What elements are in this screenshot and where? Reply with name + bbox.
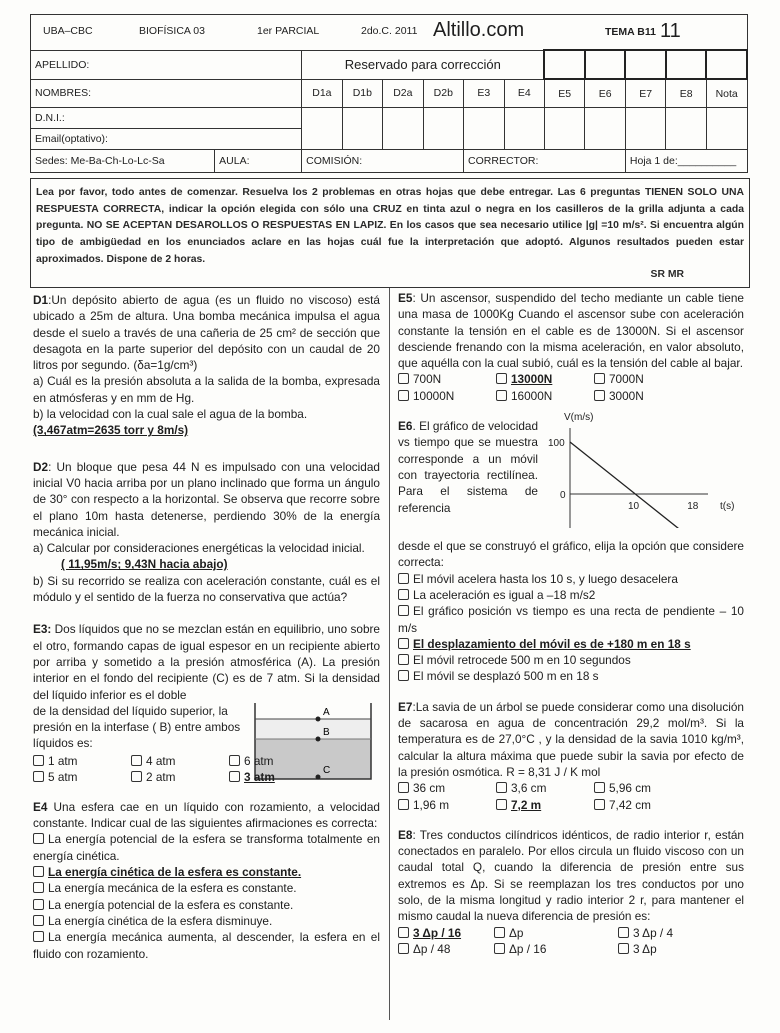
- d1-problem: [33, 292, 380, 373]
- option[interactable]: 5 atm: [33, 769, 131, 785]
- e4-text: Una esfera cae en un líquido con rozamiento, a velocidad constante. Indicar cual de las siguientes afirmaciones es correcta:: [33, 799, 380, 831]
- left-column: [33, 292, 380, 962]
- comision-field: COMISIÓN:: [302, 150, 464, 173]
- option[interactable]: 7000N: [594, 371, 692, 387]
- e5-label: E5: [398, 291, 413, 305]
- correction-box: [666, 50, 706, 79]
- col-header: E7: [625, 79, 665, 108]
- e5-text: : Un ascensor, suspendido del techo mediante un cable tiene una masa de 1000Kg Cuando el ascensor sube con aceleración constante la tensión en el cable es de 13000N. Si el ascensor desciende frenando con la misma aceleración, en valor absoluto, que aquélla con la cual subió, cuál es la tensión del cable al bajar.: [398, 291, 744, 371]
- option[interactable]: La energía potencial de la esfera se transforma totalmente en energía cinética.: [33, 832, 380, 863]
- tema-number: 11: [660, 20, 681, 42]
- checkbox[interactable]: [229, 771, 240, 782]
- option[interactable]: El móvil acelera hasta los 10 s, y luego desacelera: [398, 571, 744, 587]
- y-axis-label: V(m/s): [564, 412, 594, 424]
- option[interactable]: 6 atm: [229, 753, 327, 769]
- e5-options: [398, 371, 744, 404]
- option[interactable]: La energía mecánica de la esfera es constante.: [33, 880, 380, 896]
- e7-options: [398, 780, 744, 813]
- option-selected[interactable]: 13000N: [496, 371, 594, 387]
- checkbox[interactable]: [398, 589, 409, 600]
- e8-label: E8: [398, 827, 413, 842]
- correction-box: [585, 50, 625, 79]
- option[interactable]: El gráfico posición vs tiempo es una recta de pendiente – 10 m/s: [398, 604, 744, 635]
- email-field: Email(optativo):: [31, 129, 302, 150]
- hoja-field: Hoja 1 de:__________: [625, 150, 747, 173]
- checkbox[interactable]: [33, 755, 44, 766]
- d1-b: b) la velocidad con la cual sale el agua de la bomba.: [33, 407, 308, 422]
- checkbox[interactable]: [496, 799, 507, 810]
- aula-field: AULA:: [215, 150, 302, 173]
- checkbox[interactable]: [398, 670, 409, 681]
- velocity-line: [570, 442, 691, 528]
- checkbox[interactable]: [496, 782, 507, 793]
- col-header: E4: [504, 79, 544, 108]
- col-header: D1a: [302, 79, 342, 108]
- checkbox[interactable]: [33, 931, 44, 942]
- checkbox[interactable]: [33, 882, 44, 893]
- checkbox[interactable]: [494, 943, 505, 954]
- checkbox[interactable]: [398, 654, 409, 665]
- checkbox[interactable]: [398, 799, 409, 810]
- checkbox[interactable]: [33, 833, 44, 844]
- option[interactable]: 4 atm: [131, 753, 229, 769]
- e6-label: E6: [398, 419, 413, 434]
- point-label: C: [323, 764, 331, 776]
- header-table: [30, 14, 748, 173]
- option[interactable]: 1 atm: [33, 753, 131, 769]
- x-tick-label: 18: [687, 501, 699, 513]
- option[interactable]: 2 atm: [131, 769, 229, 785]
- e3-text: Dos líquidos que no se mezclan están en equilibrio, uno sobre el otro, formando capas de igual espesor en un recipiente abierto por arriba y sometido a la presión atmosférica (A). La presión interior en el fondo del recipiente (C) es de 7 atm. Si la densidad del líquido inferior es el doble: [33, 622, 380, 702]
- sedes-field: Sedes: Me-Ba-Ch-Lo-Lc-Sa: [31, 150, 215, 173]
- e3-options: [33, 753, 327, 786]
- e8-options: [398, 925, 744, 958]
- e6-question: [398, 418, 538, 516]
- subject: BIOFÍSICA 03: [139, 25, 205, 37]
- checkbox[interactable]: [398, 605, 409, 616]
- d1-label: D1: [33, 293, 49, 307]
- corrector-field: CORRECTOR:: [464, 150, 626, 173]
- e4-question: [33, 799, 380, 832]
- e4-label: E4: [33, 799, 48, 814]
- option[interactable]: 7,42 cm: [594, 797, 692, 813]
- checkbox[interactable]: [594, 799, 605, 810]
- d2-text: : Un bloque que pesa 44 N es impulsado con una velocidad inicial V0 hacia arriba por un plano inclinado que forma un ángulo de 30° con respecto a la horizontal. Se observa que recorre sobre el plano 10m hasta detenerse, perdiendo 30% de la energía mecánica inicial.: [33, 459, 380, 539]
- correction-box: [625, 50, 665, 79]
- upper-liquid: [255, 719, 371, 739]
- checkbox[interactable]: [618, 943, 629, 954]
- e3-question: [33, 621, 380, 702]
- correction-box: [544, 50, 584, 79]
- option[interactable]: 5,96 cm: [594, 780, 692, 796]
- instructions-box: [30, 178, 750, 288]
- col-header: E3: [464, 79, 504, 108]
- e8-text: : Tres conductos cilíndricos idénticos, de radio interior r, están conectados en paralelo. Por ellos circula un fluido viscoso con un caudal total Q, cuando la diferencia de presión entre sus extremos es Δp. Si se reemplazan los tres conductos por uno solo, de la misma longitud y radio interior 2 r, para mantener el mismo caudal la nueva diferencia de presión es:: [398, 827, 744, 924]
- checkbox[interactable]: [594, 782, 605, 793]
- exam-name: 1er PARCIAL: [257, 25, 320, 37]
- y-tick-label: 100: [548, 438, 565, 450]
- checkbox[interactable]: [398, 390, 409, 401]
- column-divider: [389, 288, 390, 1020]
- d1-text: :Un depósito abierto de agua (es un fluido no viscoso) está ubicado a 25m de altura. Una bomba mecánica impulsa el agua desde el suelo a través de una cañeria de 25 cm² de sección que desagota en la parte superior del depósito con un caudal de 20 litros por segundo. (δa=1g/cm³): [33, 293, 380, 373]
- option[interactable]: 10000N: [398, 388, 496, 404]
- option[interactable]: 3000N: [594, 388, 692, 404]
- e6-text2: desde el que se construyó el gráfico, elija la opción que considere correcta:: [398, 539, 744, 570]
- checkbox[interactable]: [494, 927, 505, 938]
- e3-label: E3:: [33, 622, 52, 637]
- col-header: D2a: [383, 79, 423, 108]
- option[interactable]: Δp / 48: [398, 941, 494, 957]
- checkbox[interactable]: [398, 573, 409, 584]
- checkbox[interactable]: [398, 943, 409, 954]
- checkbox[interactable]: [33, 899, 44, 910]
- nombres-field: NOMBRES:: [31, 79, 302, 108]
- checkbox[interactable]: [594, 373, 605, 384]
- point-label: A: [323, 706, 330, 718]
- option[interactable]: El móvil retrocede 500 m en 10 segundos: [398, 652, 744, 668]
- d2-problem: [33, 459, 380, 540]
- x-axis-label: t(s): [720, 501, 735, 513]
- option-selected[interactable]: 3 atm: [229, 769, 327, 785]
- col-header: E8: [666, 79, 706, 108]
- option[interactable]: La energía potencial de la esfera es constante.: [33, 897, 380, 913]
- option[interactable]: Δp / 16: [494, 941, 618, 957]
- point-label: B: [323, 726, 330, 738]
- right-column: [398, 290, 744, 957]
- institution: UBA–CBC: [43, 25, 93, 37]
- velocity-time-chart: [548, 410, 744, 528]
- option[interactable]: 1,96 m: [398, 797, 496, 813]
- col-header: Nota: [706, 79, 747, 108]
- checkbox[interactable]: [131, 771, 142, 782]
- checkbox[interactable]: [398, 638, 409, 649]
- checkbox[interactable]: [398, 782, 409, 793]
- d1-a: a) Cuál es la presión absoluta a la salida de la bomba, expresada en atmósferas y en mm de Hg.: [33, 374, 380, 405]
- d2-label: D2: [33, 459, 49, 474]
- d2-a: a) Calcular por consideraciones energéticas la velocidad inicial.: [33, 541, 365, 556]
- option-selected[interactable]: El desplazamiento del móvil es de +180 m en 18 s: [398, 636, 744, 652]
- e5-question: [398, 290, 744, 371]
- checkbox[interactable]: [618, 927, 629, 938]
- option-selected[interactable]: 3 Δp / 16: [398, 925, 494, 941]
- point-b: [316, 736, 321, 741]
- option[interactable]: La energía cinética de la esfera disminuye.: [33, 913, 380, 929]
- site-name: Altillo.com: [433, 19, 525, 41]
- e3-text2: de la densidad del líquido superior, la presión en la interfase ( B) entre ambos líquidos es:: [33, 703, 241, 751]
- option[interactable]: La aceleración es igual a –18 m/s2: [398, 587, 744, 603]
- col-header: D1b: [342, 79, 382, 108]
- col-header: E5: [544, 79, 584, 108]
- d2-b: b) Si su recorrido se realiza con aceleración constante, cuál es el módulo y el sentido de la fuerza no conservativa que actúa?: [33, 573, 380, 605]
- instructions-text: Lea por favor, todo antes de comenzar. Resuelva los 2 problemas en otras hojas que debe entregar. Las 6 preguntas TIENEN SOLO UNA RESPUESTA CORRECTA, indicar la opción elegida con sólo una CRUZ en tinta azul o negra en los casilleros de la grilla adjunta a cada pregunta. NO SE ACEPTAN DESAROLLOS O RESPUESTAS EN LAPIZ. En los casos que sea necesario utilice |g| =10 m/s². Si encuentra algún tipo de ambigüedad en los enunciados aclare en las hojas cuál fue la interpretación que adoptó. Algunos resultados pueden estar aproximados. Dispone de 2 horas.: [36, 187, 744, 265]
- checkbox[interactable]: [33, 866, 44, 877]
- option-selected[interactable]: La energía cinética de la esfera es constante.: [33, 864, 380, 880]
- col-header: E6: [585, 79, 625, 108]
- term: 2do.C. 2011: [361, 25, 418, 37]
- checkbox[interactable]: [131, 755, 142, 766]
- option-selected[interactable]: 7,2 m: [496, 797, 594, 813]
- checkbox[interactable]: [594, 390, 605, 401]
- y-tick-label: 0: [560, 490, 566, 502]
- signature: SR MR: [650, 268, 684, 280]
- e6-text1: . El gráfico de velocidad vs tiempo que se muestra corresponde a un móvil con trayectoria rectilínea. Para el sistema de referencia: [398, 419, 538, 515]
- option[interactable]: 3,6 cm: [496, 780, 594, 796]
- d2-a-answer: ( 11,95m/s; 9,43N hacia abajo): [61, 557, 228, 572]
- x-tick-label: 10: [628, 501, 640, 513]
- option[interactable]: El móvil se desplazó 500 m en 18 s: [398, 668, 744, 684]
- e8-question: [398, 827, 744, 925]
- option[interactable]: 36 cm: [398, 780, 496, 796]
- dni-field: D.N.I.:: [31, 108, 302, 129]
- e7-text: :La savia de un árbol se puede considerar como una disolución de sacarosa en agua de concentración 29,2 mol/m³. Si la temperatura es de 27,0°C , y la densidad de la savia 1010 kg/m³, calcular la altura máxima que puede subir la savia por efecto de la presión osmótica. R = 8,31 J / K mol: [398, 699, 744, 779]
- d1-answer: (3,467atm=2635 torr y 8m/s): [33, 423, 189, 438]
- option[interactable]: La energía mecánica aumenta, al descender, la esfera en el fluido con rozamiento.: [33, 930, 380, 961]
- checkbox[interactable]: [398, 373, 409, 384]
- tema-label: TEMA B11: [605, 26, 656, 38]
- e7-question: [398, 699, 744, 780]
- point-a: [316, 716, 321, 721]
- checkbox[interactable]: [398, 927, 409, 938]
- option[interactable]: 16000N: [496, 388, 594, 404]
- checkbox[interactable]: [496, 373, 507, 384]
- correction-box: [706, 50, 747, 79]
- e7-label: E7: [398, 699, 413, 714]
- option[interactable]: 3 Δp: [618, 941, 718, 957]
- apellido-field: APELLIDO:: [31, 50, 302, 79]
- reserved-label: Reservado para corrección: [302, 50, 545, 79]
- option[interactable]: Δp: [494, 925, 618, 941]
- checkbox[interactable]: [229, 755, 240, 766]
- checkbox[interactable]: [33, 771, 44, 782]
- option[interactable]: 3 Δp / 4: [618, 925, 718, 941]
- col-header: D2b: [423, 79, 463, 108]
- checkbox[interactable]: [33, 915, 44, 926]
- checkbox[interactable]: [496, 390, 507, 401]
- option[interactable]: 700N: [398, 371, 496, 387]
